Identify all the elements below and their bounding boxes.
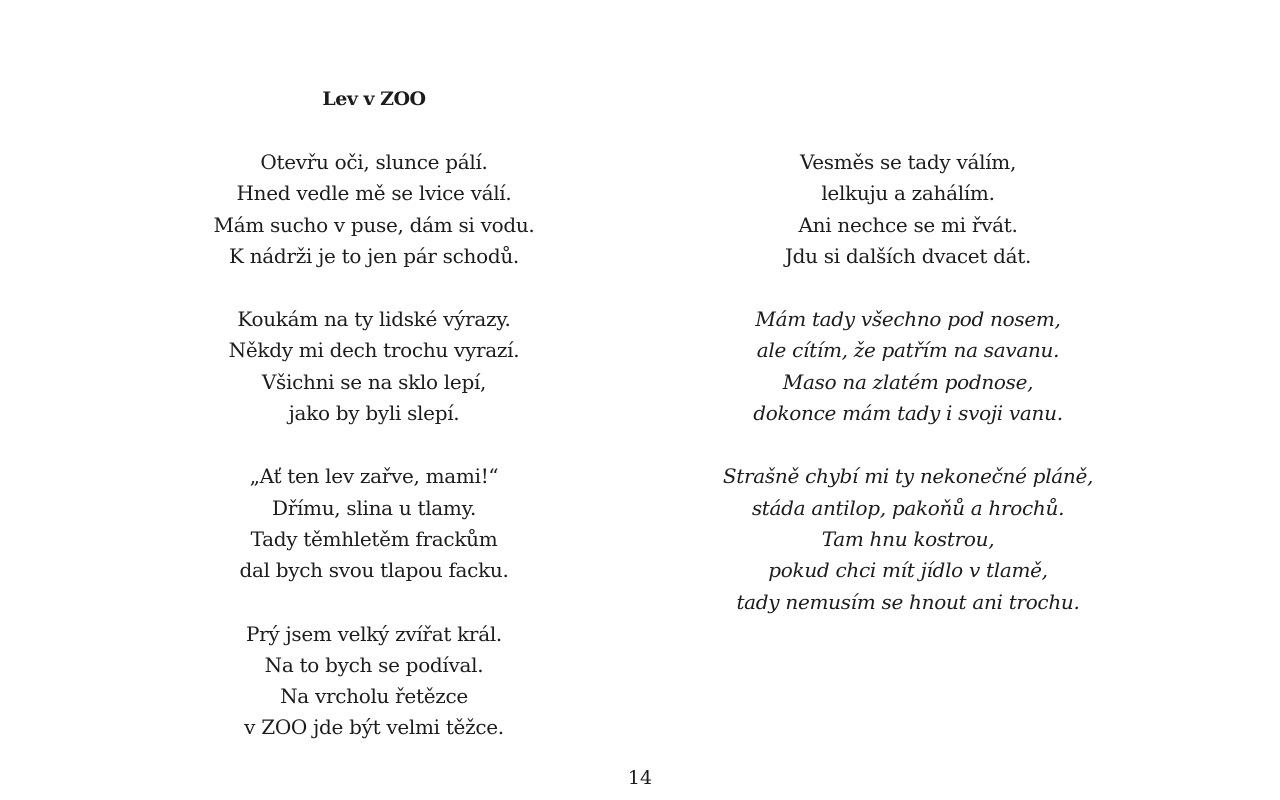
- verse-line: dal bych svou tlapou facku.: [239, 558, 509, 583]
- verse-line: v ZOO jde být velmi těžce.: [244, 715, 504, 740]
- verse-line: Jdu si dalších dvacet dát.: [784, 243, 1032, 268]
- poem-title: Lev v ZOO: [322, 88, 426, 110]
- verse-line: tady nemusím se hnout ani trochu.: [736, 589, 1080, 614]
- verse-line: Na to bych se podíval.: [264, 652, 484, 677]
- right-column: [698, 147, 1118, 650]
- verse-line: ale cítím, že patřím na savanu.: [756, 338, 1060, 363]
- stanza-7: [698, 461, 1118, 617]
- verse-line: Tady těmhletěm frackům: [250, 526, 498, 551]
- verse-line: dokonce mám tady i svoji vanu.: [753, 401, 1063, 426]
- stanza-6: [698, 304, 1118, 429]
- verse-line: Ani nechce se mi řvát.: [798, 212, 1018, 237]
- verse-line: Na vrcholu řetězce: [280, 684, 468, 709]
- verse-line: Někdy mi dech trochu vyrazí.: [228, 338, 520, 363]
- verse-line: Všichni se na sklo lepí,: [261, 369, 487, 394]
- stanza-2: [164, 304, 584, 429]
- verse-line: „Ať ten lev zařve, mami!“: [249, 464, 499, 489]
- stanza-5: [698, 147, 1118, 272]
- verse-line: K nádrži je to jen pár schodů.: [229, 243, 519, 268]
- verse-line: stáda antilop, pakoňů a hrochů.: [751, 495, 1065, 520]
- verse-line: jako by byli slepí.: [288, 401, 460, 426]
- verse-line: Dřímu, slina u tlamy.: [271, 495, 477, 520]
- verse-line: Tam hnu kostrou,: [821, 526, 995, 551]
- left-column: [164, 147, 584, 776]
- verse-line: Maso na zlatém podnose,: [782, 369, 1034, 394]
- verse-line: Prý jsem velký zvířat král.: [246, 621, 502, 646]
- verse-line: lelkuju a zahálím.: [821, 181, 995, 206]
- verse-line: Vesměs se tady válím,: [799, 150, 1017, 174]
- verse-line: Mám tady všechno pod nosem,: [755, 307, 1061, 332]
- verse-line: Strašně chybí mi ty nekonečné pláně,: [722, 464, 1094, 489]
- verse-line: Hned vedle mě se lvice válí.: [236, 181, 512, 206]
- verse-line: Otevřu oči, slunce pálí.: [260, 150, 488, 174]
- stanza-3: [164, 461, 584, 586]
- verse-line: Mám sucho v puse, dám si vodu.: [213, 212, 535, 237]
- verse-line: pokud chci mít jídlo v tlamě,: [768, 558, 1048, 583]
- page-number: 14: [627, 767, 653, 789]
- stanza-1: [164, 147, 584, 272]
- verse-line: Koukám na ty lidské výrazy.: [237, 307, 511, 332]
- stanza-4: [164, 619, 584, 744]
